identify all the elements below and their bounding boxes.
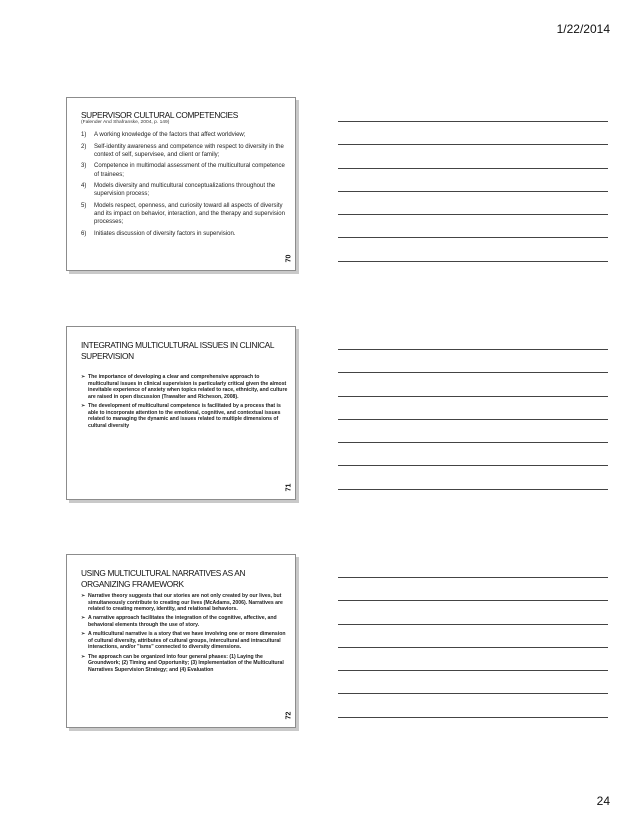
page-number: 24 [596, 794, 610, 808]
list-item [81, 615, 289, 628]
arrow-bullet-icon: ➢ [81, 402, 86, 409]
note-line [338, 144, 608, 145]
note-line [338, 121, 608, 122]
slide-thumbnail [66, 554, 296, 728]
note-line [338, 168, 608, 169]
list-item [81, 230, 289, 238]
bullet-text: A narrative approach facilitates the integration of the cognitive, affective, and behavioral elements through the use of story. [88, 615, 277, 628]
item-number: 4) [81, 183, 87, 190]
note-line [338, 670, 608, 671]
item-number: 5) [81, 203, 87, 210]
item-text: Models diversity and multicultural conceptualizations throughout the supervision process; [94, 183, 276, 198]
note-line [338, 489, 608, 490]
notes-lines [338, 577, 608, 740]
arrow-bullet-icon: ➢ [81, 615, 86, 622]
note-line [338, 717, 608, 718]
bullet-text: Narrative theory suggests that our stories are not only created by our lives, but simultaneously contribute to creating our lives (McAdams, 2006). Narratives are related to creating memory, identity, and relational behaviors. [88, 593, 283, 613]
item-text: Initiates discussion of diversity factors in supervision. [94, 230, 236, 237]
bullet-list [81, 593, 289, 676]
slide-number: 72 [285, 711, 293, 720]
item-number: 6) [81, 230, 87, 237]
note-line [338, 237, 608, 238]
note-line [338, 442, 608, 443]
bullet-list [81, 374, 289, 432]
item-text: Models respect, openness, and curiosity toward all aspects of diversity and its impact on behavior, interaction, and the therapy and supervision processes; [94, 203, 285, 226]
notes-lines [338, 121, 608, 284]
arrow-bullet-icon: ➢ [81, 653, 86, 660]
list-item [81, 631, 289, 651]
list-item [81, 374, 289, 400]
note-line [338, 396, 608, 397]
note-line [338, 624, 608, 625]
item-text: Self-identity awareness and competence with respect to diversity in the context of self, supervisee, and client or family; [94, 143, 284, 158]
arrow-bullet-icon: ➢ [81, 593, 86, 599]
header-date: 1/22/2014 [556, 22, 610, 36]
note-line [338, 214, 608, 215]
bullet-text: A multicultural narrative is a story that we have involving one or more dimension of cultural diversity, attributes of cultural groups, intercultural and intracultural interactions, and/or "isms" connected to diversity dimensions. [88, 631, 286, 651]
note-line [338, 600, 608, 601]
list-item [81, 182, 289, 198]
note-line [338, 647, 608, 648]
slide-subtitle: (Falender And Shafranske, 2004, p. 149) [81, 120, 170, 125]
bullet-text: The development of multicultural competence is facilitated by a process that is able to incorporate attention to the emotional, cognitive, and contextual issues related to managing the dynamic and issues related to multiple dimensions of cultural diversity [88, 402, 281, 429]
note-line [338, 261, 608, 262]
bullet-text: The approach can be organized into four general phases: (1) Laying the Groundwork; (2) Timing and Opportunity; (3) Implementation of the Multicultural Narratives Supervision Strategy; and (4) Evaluation [88, 653, 284, 673]
note-line [338, 372, 608, 373]
slide-title: SUPERVISOR CULTURAL COMPETENCIES [81, 110, 238, 120]
list-item [81, 593, 289, 613]
item-text: A working knowledge of the factors that affect worldview; [94, 132, 246, 138]
slide-title: USING MULTICULTURAL NARRATIVES AS AN ORGANIZING FRAMEWORK [81, 568, 246, 589]
item-number: 1) [81, 132, 87, 138]
slide-title: INTEGRATING MULTICULTURAL ISSUES IN CLINICAL SUPERVISION [81, 340, 274, 361]
note-line [338, 349, 608, 350]
list-item [81, 202, 289, 226]
slide-number: 71 [285, 483, 293, 492]
slide-thumbnail [66, 326, 296, 500]
arrow-bullet-icon: ➢ [81, 374, 86, 380]
slide-thumbnail [66, 97, 296, 271]
note-line [338, 693, 608, 694]
notes-lines [338, 349, 608, 512]
note-line [338, 577, 608, 578]
note-line [338, 191, 608, 192]
list-item [81, 403, 289, 429]
slide-number: 70 [285, 254, 293, 263]
item-number: 3) [81, 163, 87, 170]
arrow-bullet-icon: ➢ [81, 631, 86, 638]
list-item [81, 131, 289, 139]
list-item [81, 162, 289, 178]
bullet-text: The importance of developing a clear and comprehensive approach to multicultural issues in clinical supervision is particularly critical given the almost inevitable experience of anxiety when topics related to race, ethnicity, and culture are raised in open discussion (Trawalter and Richeson, 2008). [88, 374, 288, 400]
item-text: Competence in multimodal assessment of the multicultural competence of trainees; [94, 163, 285, 178]
list-item [81, 654, 289, 674]
item-number: 2) [81, 143, 87, 150]
note-line [338, 419, 608, 420]
note-line [338, 465, 608, 466]
competency-list [81, 131, 289, 242]
list-item [81, 143, 289, 159]
